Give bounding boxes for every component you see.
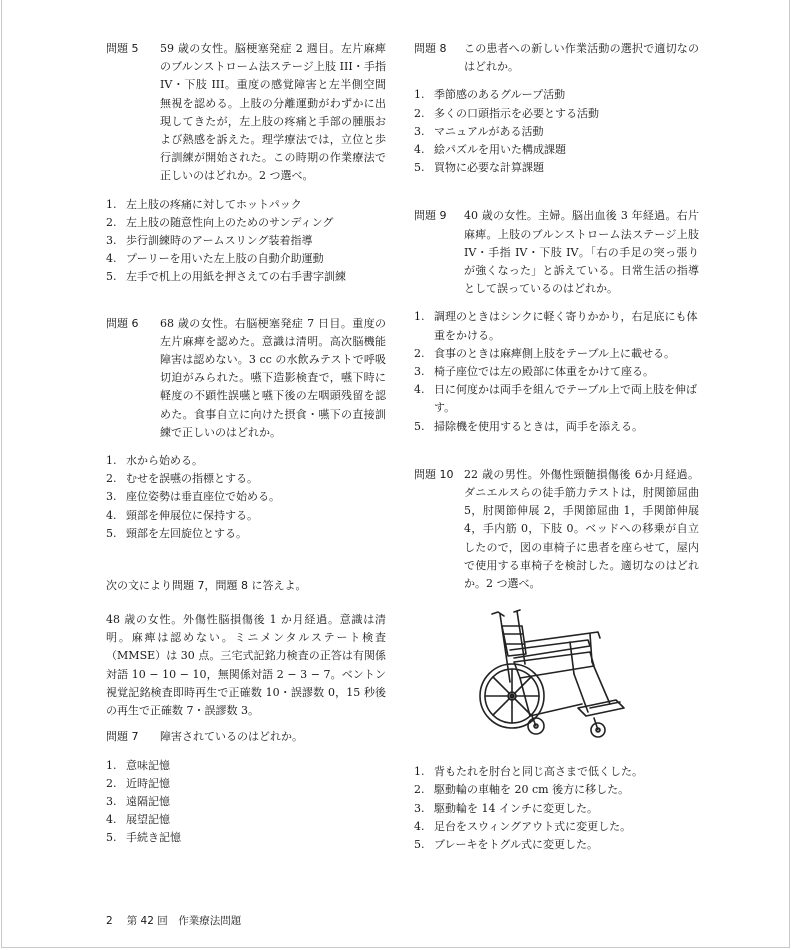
question-text: 68 歳の女性。右脳梗塞発症 7 日目。重度の左片麻痺を認めた。意識は清明。高次脳機能障害は認めない。3 cc の水飲みテストで呼吸切迫がみられた。嚥下造影検査で，嚥下時に軽度の不顕性誤嚥と嚥下後の左咽頭残留を認めた。食事自立に向けた摂食・嚥下の直接訓練で正しいのはどれか。	[160, 316, 386, 439]
question-8	[414, 40, 699, 177]
choice-item[interactable]: 3. マニュアルがある活動	[414, 124, 544, 138]
choice-item[interactable]: 1. 調理のときはシンクに軽く寄りかかり，右足底にも体重をかける。	[414, 310, 698, 342]
question-label: 問題 8	[414, 42, 447, 55]
wheelchair-illustration-icon	[470, 604, 630, 746]
choice-item[interactable]: 5. 買物に必要な計算課題	[414, 161, 544, 175]
question-9	[414, 207, 699, 435]
choice-item[interactable]: 5. 手続き記憶	[106, 831, 181, 845]
choice-item[interactable]: 2. 駆動輪の車軸を 20 cm 後方に移した。	[414, 783, 630, 797]
choice-list	[106, 196, 386, 287]
left-column	[106, 40, 386, 848]
choice-item[interactable]: 4. 頸部を伸展位に保持する。	[106, 508, 258, 522]
question-text: 40 歳の女性。主婦。脳出血後 3 年経過。右片麻痺。上肢のブルンストローム法ステージ上肢 IV・手指 IV・下肢 IV。「右の手足の突っ張りが強くなった」と訴えている。日常生活の指導として誤っているのはどれか。	[464, 209, 699, 296]
question-7	[106, 728, 386, 847]
question-label: 問題 6	[106, 316, 139, 330]
choice-item[interactable]: 2. 多くの口頭指示を必要とする活動	[414, 106, 599, 120]
question-text: この患者への新しい作業活動の選択で適切なのはどれか。	[464, 42, 699, 74]
choice-list	[106, 757, 386, 848]
case-description: 48 歳の女性。外傷性脳損傷後 1 か月経過。意識は清明。麻痺は認めない。ミニメンタルステート検査（MMSE）は 30 点。三宅式記銘力検査の正答は有関係対語 10 − 10 − 10，無関係対語 2 − 3 − 7。ベントン視覚記銘検査即時再生で正確数 10・誤謬数 0，15 秒後の再生で正確数 7・誤謬数 3。	[106, 613, 386, 718]
page-number: 2	[106, 915, 113, 927]
choice-list	[414, 763, 699, 854]
choice-list	[414, 86, 699, 177]
page-footer	[106, 913, 255, 928]
choice-item[interactable]: 5. 頸部を左回旋位とする。	[106, 526, 247, 540]
choice-item[interactable]: 2. 左上肢の随意性向上のためのサンディング	[106, 215, 334, 229]
choice-item[interactable]: 1. 季節感のあるグループ活動	[414, 88, 566, 102]
choice-item[interactable]: 3. 椅子座位では左の殿部に体重をかけて座る。	[414, 365, 654, 379]
choice-item[interactable]: 5. ブレーキをトグル式に変更した。	[414, 838, 599, 852]
question-text: 障害されているのはどれか。	[160, 730, 303, 744]
exam-page	[1, 0, 790, 948]
choice-item[interactable]: 3. 駆動輪を 14 インチに変更した。	[414, 801, 598, 815]
case-intro: 次の文により問題 7，問題 8 に答えよ。	[106, 579, 307, 593]
question-6	[106, 315, 386, 543]
choice-item[interactable]: 1. 水から始める。	[106, 454, 203, 468]
question-label: 問題 5	[106, 42, 139, 55]
question-5	[106, 40, 386, 287]
choice-item[interactable]: 4. 展望記憶	[106, 813, 170, 827]
choice-item[interactable]: 4. 足台をスウィングアウト式に変更した。	[414, 819, 632, 833]
choice-item[interactable]: 2. 近時記憶	[106, 776, 170, 790]
question-label: 問題 7	[106, 730, 139, 744]
choice-item[interactable]: 5. 左手で机上の用紙を押さえての右手書字訓練	[106, 270, 346, 284]
choice-item[interactable]: 3. 歩行訓練時のアームスリング装着指導	[106, 234, 313, 248]
choice-item[interactable]: 2. 食事のときは麻痺側上肢をテーブル上に載せる。	[414, 346, 676, 360]
choice-item[interactable]: 1. 背もたれを肘台と同じ高さまで低くした。	[414, 765, 643, 779]
choice-item[interactable]: 4. 日に何度かは両手を組んでテーブル上で両上肢を伸ばす。	[414, 383, 698, 415]
choice-item[interactable]: 4. 絵パズルを用いた構成課題	[414, 143, 566, 157]
choice-item[interactable]: 3. 座位姿勢は垂直座位で始める。	[106, 490, 280, 504]
exam-title: 第 42 回 作業療法問題	[126, 915, 242, 927]
choice-item[interactable]: 1. 意味記憶	[106, 758, 170, 772]
question-label: 問題 9	[414, 209, 447, 223]
choice-item[interactable]: 1. 左上肢の疼痛に対してホットパック	[106, 197, 302, 211]
choice-item[interactable]: 5. 掃除機を使用するときは，両手を添える。	[414, 419, 643, 433]
choice-list	[106, 452, 386, 543]
choice-item[interactable]: 3. 遠隔記憶	[106, 794, 170, 808]
choice-list	[414, 308, 699, 435]
question-text: 59 歳の女性。脳梗塞発症 2 週目。左片麻痺のブルンストローム法ステージ上肢 III・手指 IV・下肢 III。重度の感覚障害と左半側空間無視を認める。上肢の分離運動がわずかに出現してきたが，左上肢の疼痛と手部の腫脹および熱感を訴えた。理学療法では，立位と歩行訓練が開始された。この時期の作業療法で正しいのはどれか。2 つ選べ。	[160, 42, 386, 183]
question-label: 問題 10	[414, 467, 454, 481]
choice-item[interactable]: 2. むせを誤嚥の指標とする。	[106, 472, 258, 486]
choice-item[interactable]: 4. プーリーを用いた左上肢の自動介助運動	[106, 252, 324, 266]
question-text: 22 歳の男性。外傷性頸髄損傷後 6か月経過。ダニエルスらの徒手筋力テストは，肘関節屈曲 5，肘関節伸展 2，手関節屈曲 1，手関節伸展 4，手内筋 0，下肢 0。ベッドへの移乗が自立したので，図の車椅子に患者を座らせて，屋内で使用する車椅子を検討した。適切なのはどれか。2 つ選べ。	[464, 467, 699, 591]
